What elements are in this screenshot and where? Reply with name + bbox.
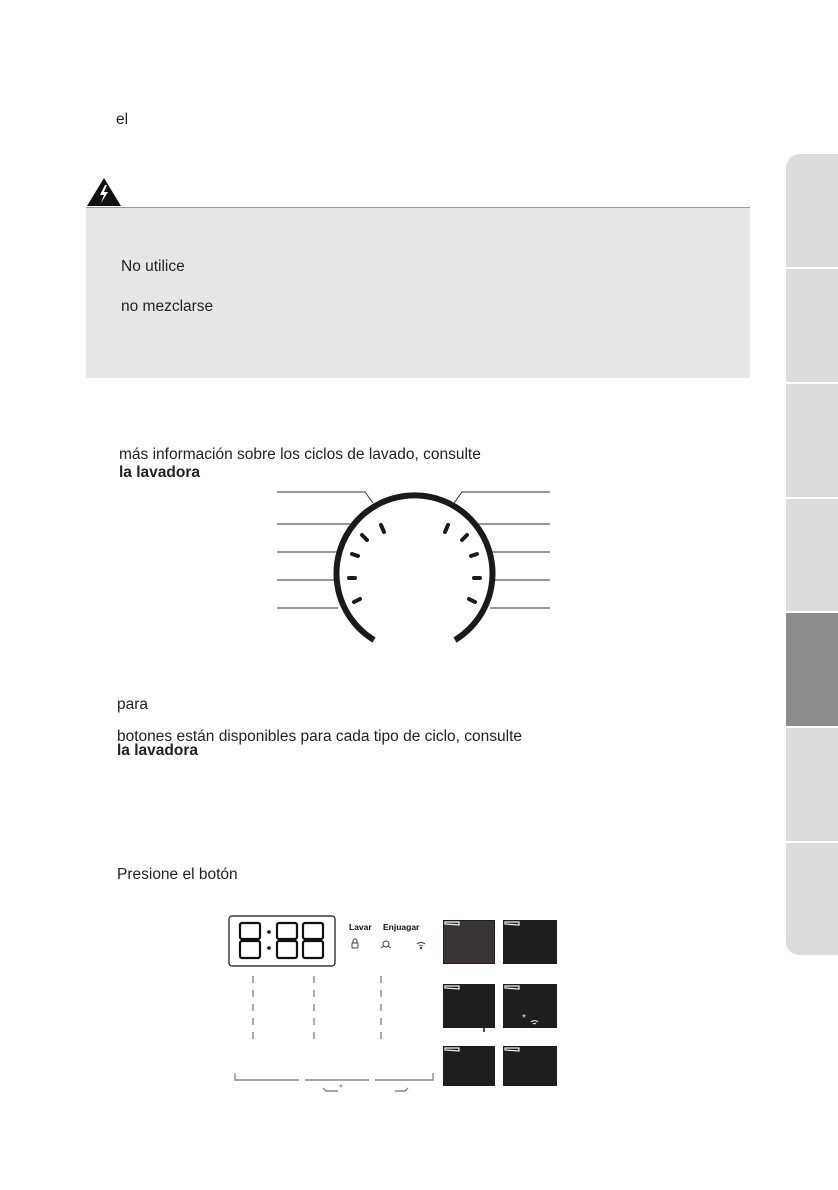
text-el: el (116, 111, 129, 128)
snowflake-wifi-icon: * (522, 1013, 526, 1024)
text-no-utilice: No utilice (121, 258, 185, 275)
warning-box (86, 208, 750, 378)
side-tab-7[interactable] (786, 843, 838, 957)
text-para: para (117, 696, 149, 713)
cycle-dial-diagram (270, 485, 560, 645)
text-la-lavadora-1: la lavadora (119, 464, 200, 481)
side-tab-3[interactable] (786, 384, 838, 499)
label-enjuagar: Enjuagar (383, 922, 420, 932)
side-tab-6[interactable] (786, 728, 838, 843)
text-no-mezclarse: no mezclarse (121, 298, 214, 315)
side-tab-4[interactable] (786, 499, 838, 613)
bracket-star: * (339, 1083, 343, 1094)
side-tab-1[interactable] (786, 154, 838, 269)
side-tab-2[interactable] (786, 269, 838, 384)
warning-electric-icon (86, 177, 122, 207)
text-botones: botones están disponibles para cada tipo de ciclo, consulte (117, 728, 522, 745)
label-lavar: Lavar (349, 922, 372, 932)
text-presione: Presione el botón (117, 866, 238, 883)
side-tab-5-active[interactable] (786, 613, 838, 728)
text-la-lavadora-2: la lavadora (117, 742, 198, 759)
control-panel-diagram (225, 910, 565, 1100)
text-mas-info: más información sobre los ciclos de lavado, consulte (119, 446, 481, 463)
